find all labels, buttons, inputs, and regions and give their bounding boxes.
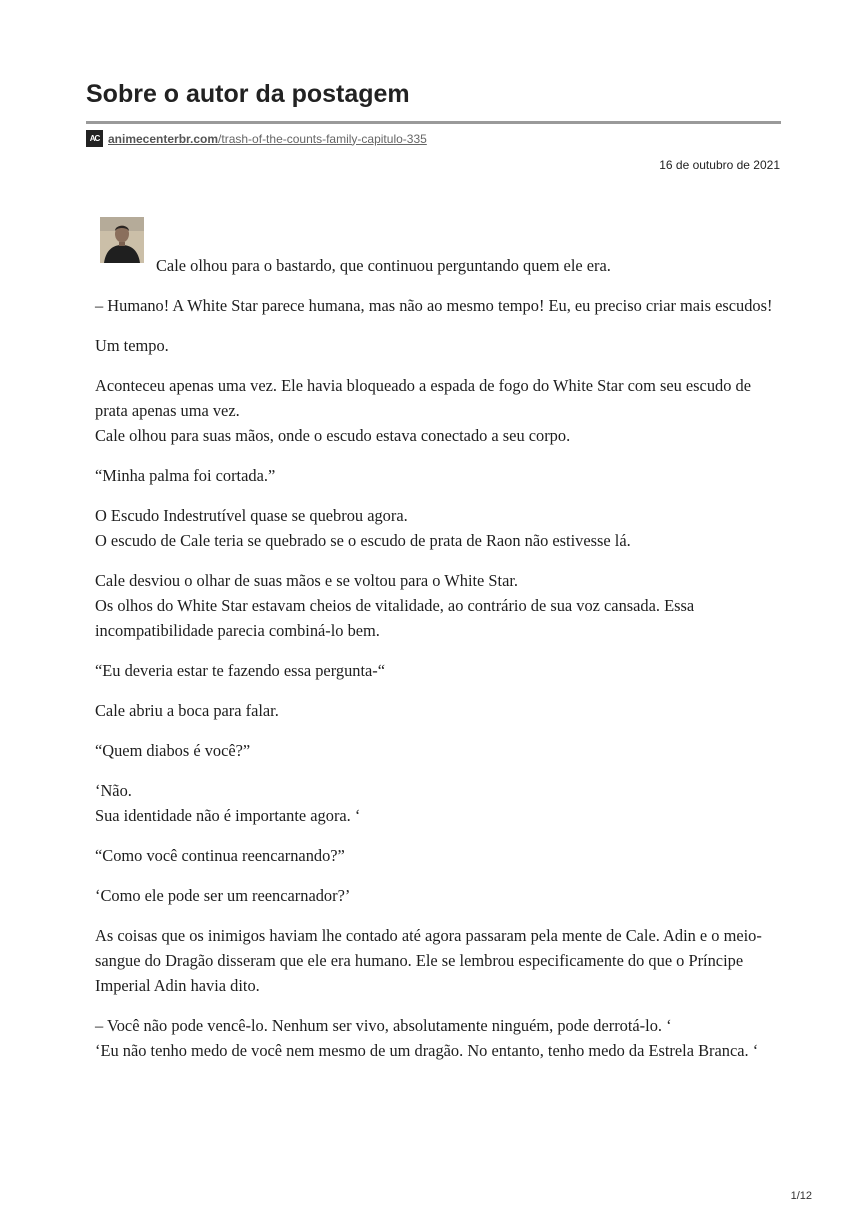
paragraph-line: – Humano! A White Star parece humana, mas não ao mesmo tempo! Eu, eu preciso criar mais escudos! bbox=[95, 296, 773, 315]
article-paragraph bbox=[95, 923, 785, 998]
title-divider bbox=[86, 121, 781, 124]
source-path[interactable]: /trash-of-the-counts-family-capitulo-335 bbox=[218, 131, 427, 146]
paragraph-line: ‘Como ele pode ser um reencarnador?’ bbox=[95, 886, 351, 905]
paragraph-line: ‘Não. bbox=[95, 781, 132, 800]
article-body bbox=[95, 253, 785, 1078]
page-title: Sobre o autor da postagem bbox=[86, 80, 410, 108]
paragraph-line: “Eu deveria estar te fazendo essa pergunta-“ bbox=[95, 661, 386, 680]
paragraph-line: Aconteceu apenas uma vez. Ele havia bloqueado a espada de fogo do White Star com seu escudo de prata apenas uma vez. bbox=[95, 376, 751, 420]
article-paragraph bbox=[95, 698, 785, 723]
article-paragraph bbox=[95, 293, 785, 318]
article-paragraph bbox=[95, 883, 785, 908]
paragraph-line: “Minha palma foi cortada.” bbox=[95, 466, 276, 485]
page-number: 1/12 bbox=[790, 1190, 812, 1202]
article-paragraph bbox=[95, 373, 785, 448]
paragraph-line: Os olhos do White Star estavam cheios de vitalidade, ao contrário de sua voz cansada. Essa incompatibilidade parecia combiná-lo bem. bbox=[95, 596, 695, 640]
article-paragraph bbox=[95, 333, 785, 358]
article-paragraph bbox=[95, 738, 785, 763]
article-paragraph bbox=[95, 778, 785, 828]
paragraph-line: ‘Eu não tenho medo de você nem mesmo de um dragão. No entanto, tenho medo da Estrela Branca. ‘ bbox=[95, 1041, 759, 1060]
source-domain[interactable]: animecenterbr.com bbox=[108, 131, 219, 146]
paragraph-line: O Escudo Indestrutível quase se quebrou agora. bbox=[95, 506, 408, 525]
article-paragraph bbox=[95, 658, 785, 683]
paragraph-line: Cale desviou o olhar de suas mãos e se voltou para o White Star. bbox=[95, 571, 519, 590]
paragraph-line: Um tempo. bbox=[95, 336, 169, 355]
paragraph-line: “Como você continua reencarnando?” bbox=[95, 846, 345, 865]
article-paragraph bbox=[95, 568, 785, 643]
site-logo-icon: AC bbox=[86, 130, 103, 147]
source-link[interactable] bbox=[86, 130, 427, 147]
article-paragraph bbox=[95, 253, 785, 278]
paragraph-line: Cale abriu a boca para falar. bbox=[95, 701, 279, 720]
paragraph-line: O escudo de Cale teria se quebrado se o escudo de prata de Raon não estivesse lá. bbox=[95, 531, 631, 550]
article-paragraph bbox=[95, 503, 785, 553]
post-date: 16 de outubro de 2021 bbox=[659, 158, 780, 172]
paragraph-line: “Quem diabos é você?” bbox=[95, 741, 251, 760]
paragraph-line: – Você não pode vencê-lo. Nenhum ser vivo, absolutamente ninguém, pode derrotá-lo. ‘ bbox=[95, 1016, 672, 1035]
paragraph-line: As coisas que os inimigos haviam lhe contado até agora passaram pela mente de Cale. Adin e o meio-sangue do Dragão disseram que ele era humano. Ele se lembrou especificamente do que o Príncipe Imperial Adin havia dito. bbox=[95, 926, 762, 995]
article-paragraph bbox=[95, 1013, 785, 1063]
paragraph-line: Cale olhou para suas mãos, onde o escudo estava conectado a seu corpo. bbox=[95, 426, 571, 445]
paragraph-line: Cale olhou para o bastardo, que continuou perguntando quem ele era. bbox=[156, 256, 611, 275]
paragraph-line: Sua identidade não é importante agora. ‘ bbox=[95, 806, 361, 825]
article-paragraph bbox=[95, 843, 785, 868]
article-paragraph bbox=[95, 463, 785, 488]
